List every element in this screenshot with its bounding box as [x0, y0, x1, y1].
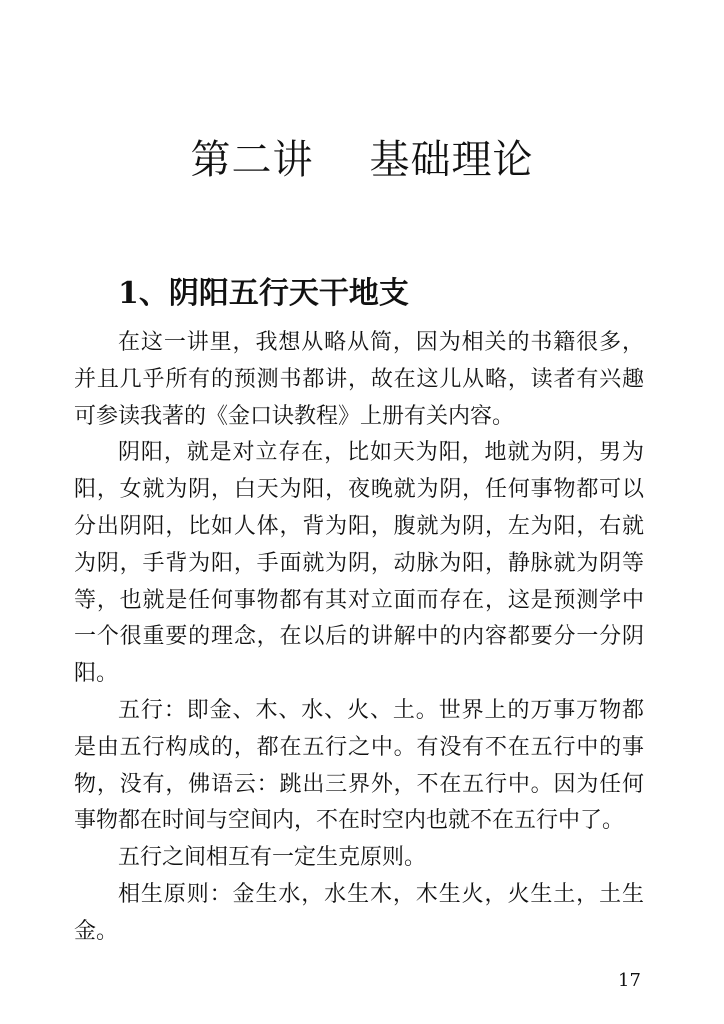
paragraph-intro: 在这一讲里，我想从略从简，因为相关的书籍很多，并且几乎所有的预测书都讲，故在这儿从略，读者有兴趣可参读我著的《金口诀教程》上册有关内容。 [74, 330, 644, 429]
chapter-title: 基础理论 [369, 137, 534, 183]
chapter-number-label: 第二讲 [190, 137, 314, 183]
chapter-heading [0, 128, 724, 185]
paragraph-yinyang: 阴阳，就是对立存在，比如天为阳，地就为阴，男为阳，女就为阴，白天为阳，夜晚就为阴，任何事物都可以分出阴阳，比如人体，背为阳，腹就为阴，左为阳，右就为阴，手背为阳，手面就为阴，动脉为阳，静脉就为阴等等，也就是任何事物都有其对立面而存在，这是预测学中一个很重要的理念，在以后的讲解中的内容都要分一分阴阳。 [74, 440, 644, 687]
paragraph-wuxing: 五行：即金、木、水、火、土。世界上的万事万物都是由五行构成的，都在五行之中。有没有不在五行中的事物，没有，佛语云：跳出三界外，不在五行中。因为任何事物都在时间与空间内，不在时空内也就不在五行中了。 [74, 697, 644, 834]
page-number: 17 [618, 970, 641, 991]
body-text [74, 325, 644, 951]
paragraph-xiangsheng: 相生原则：金生水，水生木，木生火，火生土，土生金。 [74, 881, 644, 944]
paragraph-shengke: 五行之间相互有一定生克原则。 [118, 845, 427, 871]
section-heading: 1、阴阳五行天干地支 [118, 276, 409, 311]
